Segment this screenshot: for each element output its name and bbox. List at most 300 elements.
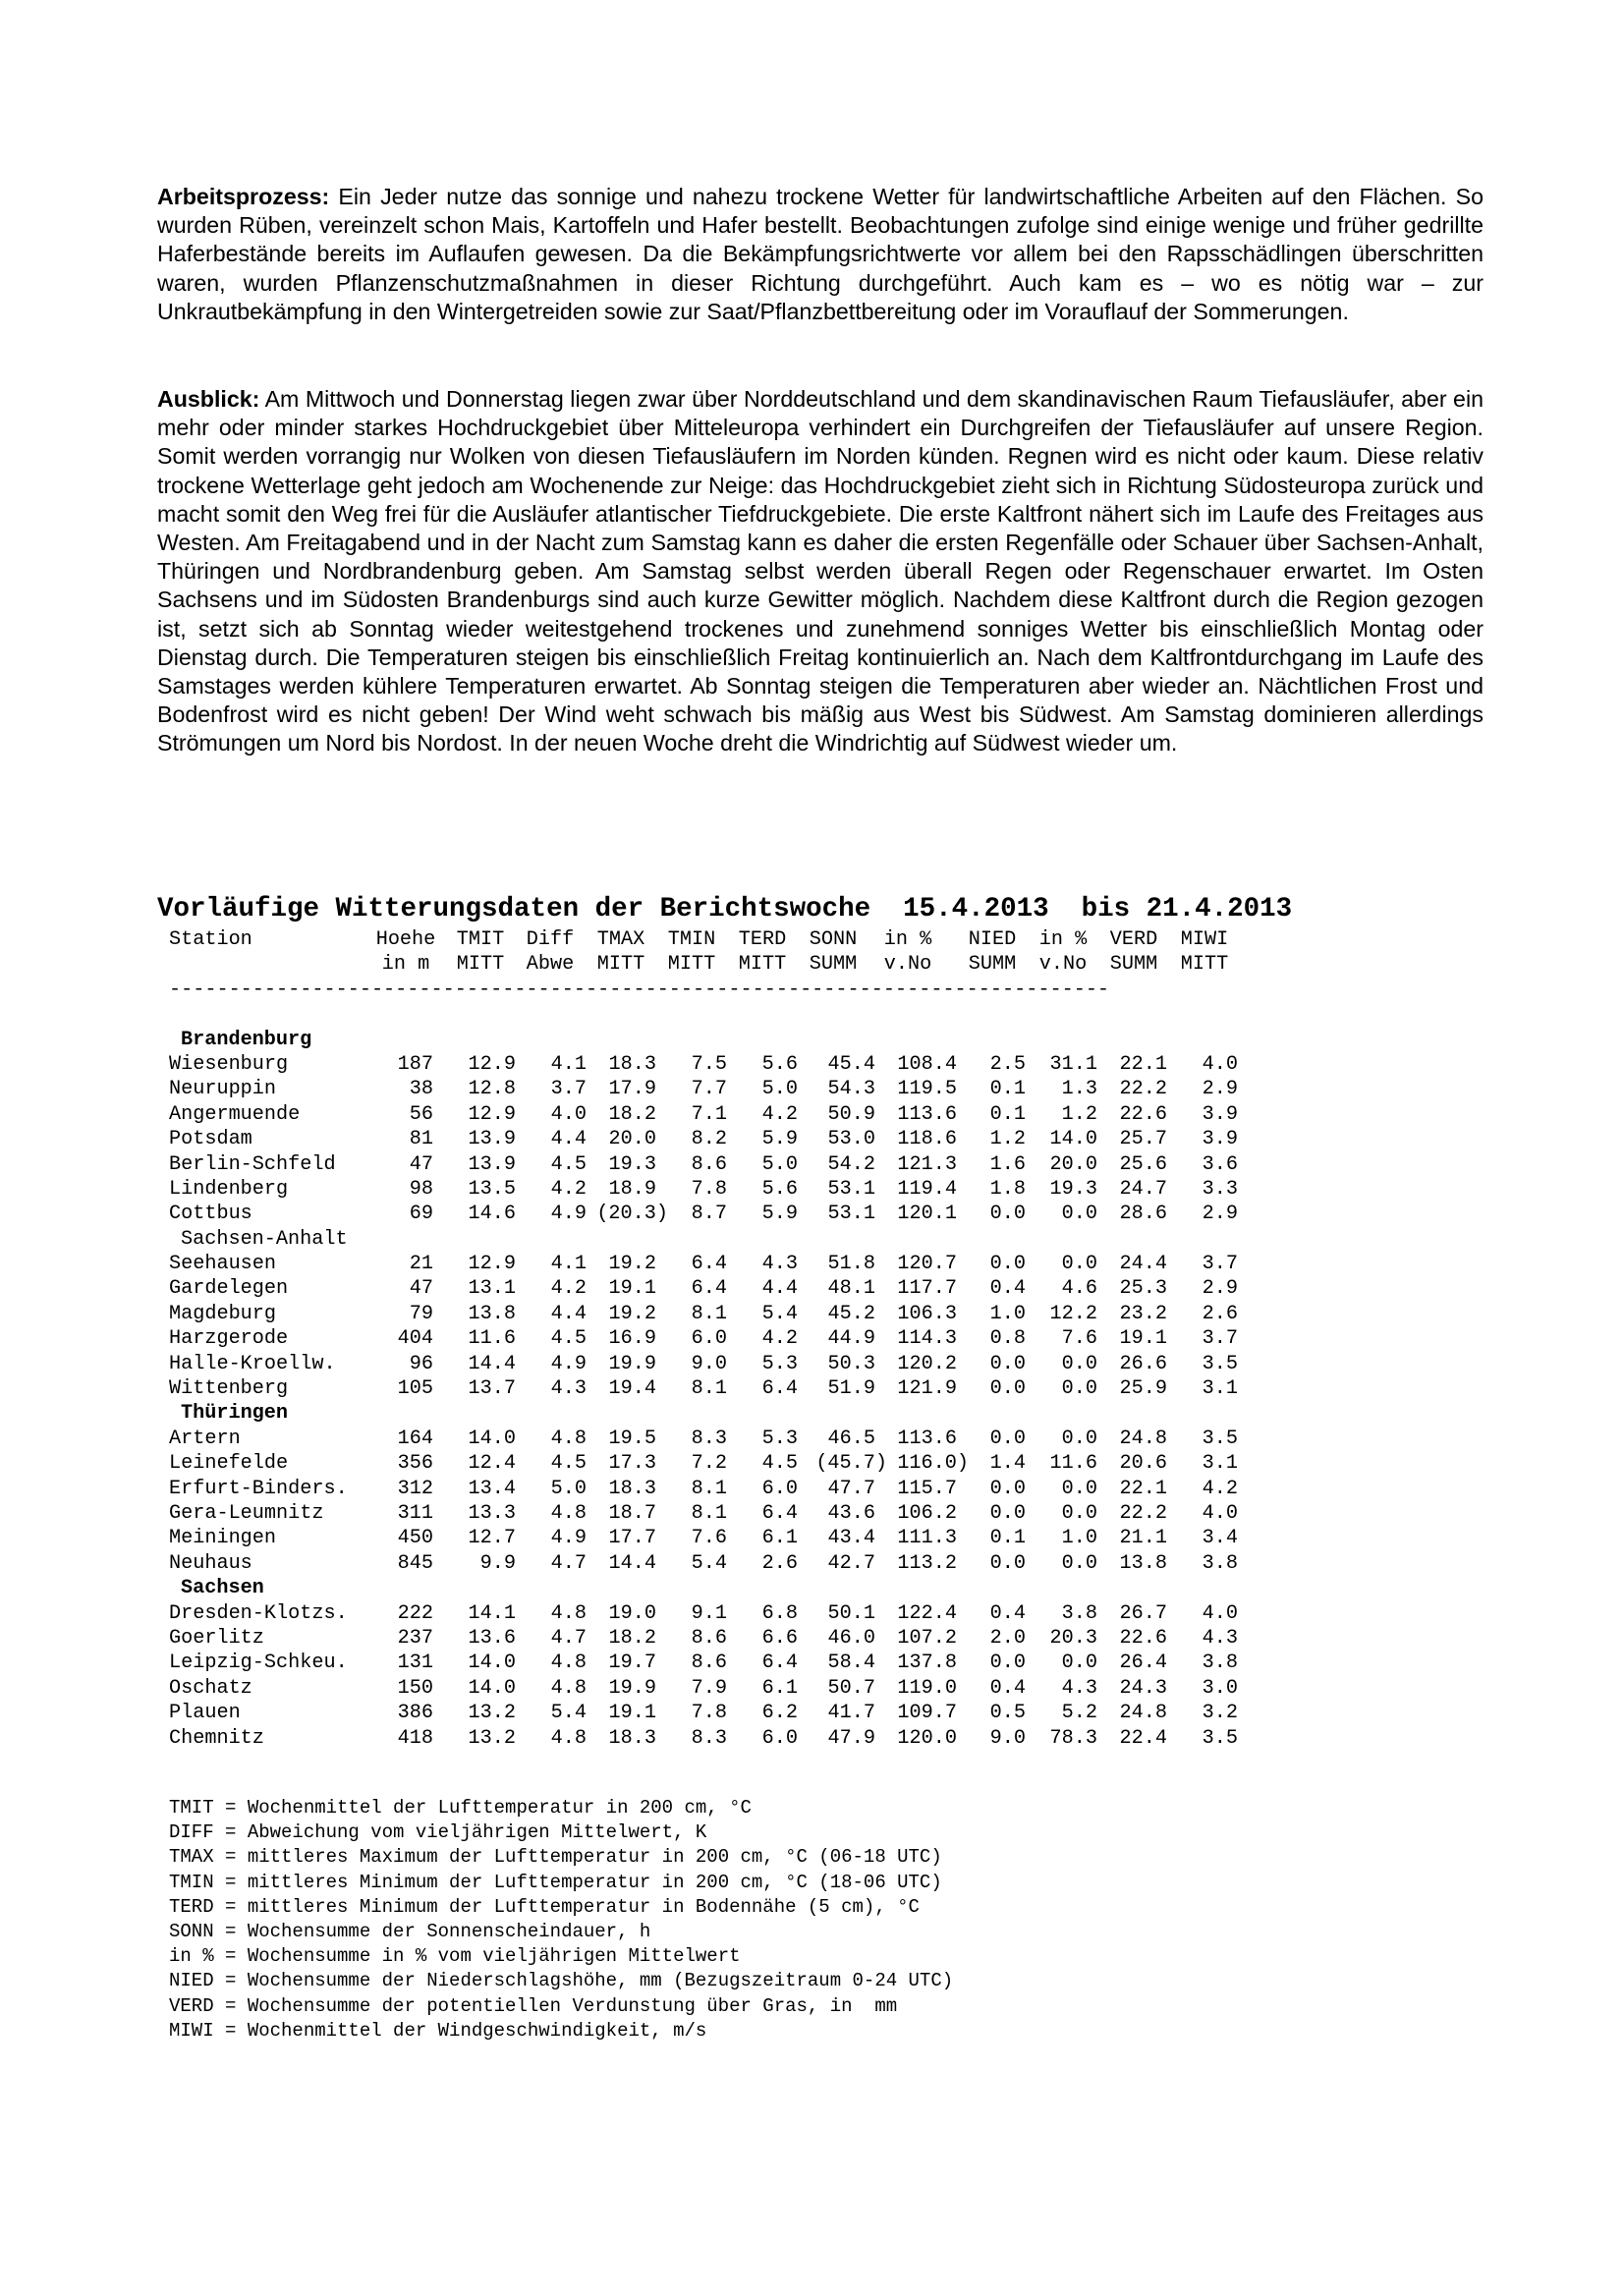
table-cell: 7.1	[691, 1102, 727, 1126]
table-cell: 3.7	[1202, 1327, 1238, 1351]
station-name: Potsdam	[169, 1128, 252, 1151]
table-cell: 3.8	[1202, 1551, 1238, 1575]
table-cell: 6.4	[761, 1377, 798, 1401]
table-cell: 11.6	[468, 1327, 516, 1351]
table-cell: 4.5	[550, 1327, 587, 1351]
table-cell: 45.2	[827, 1302, 875, 1325]
table-row	[169, 1376, 1269, 1401]
table-cell: 12.8	[468, 1078, 516, 1101]
table-cell: 150	[397, 1676, 433, 1700]
table-cell: 25.9	[1119, 1377, 1167, 1401]
station-name: Berlin-Schfeld	[169, 1152, 336, 1176]
legend-line: NIED = Wochensumme der Niederschlagshöhe, mm (Bezugszeitraum 0-24 UTC)	[169, 1970, 954, 1992]
table-cell: 0.0	[1061, 1477, 1097, 1500]
table-cell: 0.0	[1061, 1377, 1097, 1401]
table-cell: 113.6	[897, 1427, 957, 1450]
table-cell: 11.6	[1049, 1452, 1097, 1476]
station-name: Wittenberg	[169, 1377, 289, 1401]
table-cell: 58.4	[827, 1652, 875, 1675]
station-name: Gardelegen	[169, 1277, 289, 1301]
table-cell: 4.5	[761, 1452, 798, 1476]
table-cell: 4.3	[1061, 1676, 1097, 1700]
table-cell: 187	[397, 1052, 433, 1076]
table-cell: 0.0	[989, 1551, 1026, 1575]
column-header: in %	[1038, 928, 1088, 951]
table-cell: 24.3	[1119, 1676, 1167, 1700]
table-cell: 20.0	[608, 1128, 656, 1151]
table-cell: 20.3	[1049, 1626, 1097, 1650]
table-cell: 0.0	[989, 1352, 1026, 1375]
table-cell: 3.9	[1202, 1128, 1238, 1151]
table-cell: 4.0	[1202, 1052, 1238, 1076]
table-cell: 114.3	[897, 1327, 957, 1351]
column-header: TMIT	[456, 928, 505, 951]
column-header: VERD	[1109, 928, 1158, 951]
table-cell: 56	[409, 1102, 433, 1126]
table-cell: 845	[397, 1551, 433, 1575]
table-cell: 24.4	[1119, 1253, 1167, 1276]
table-cell: 3.7	[550, 1078, 587, 1101]
table-cell: 50.3	[827, 1352, 875, 1375]
table-cell: 7.7	[691, 1078, 727, 1101]
column-header: MITT	[1180, 953, 1229, 977]
table-cell: 0.4	[989, 1601, 1026, 1625]
table-cell: 13.8	[468, 1302, 516, 1325]
table-cell: 4.2	[761, 1327, 798, 1351]
table-cell: 19.2	[608, 1302, 656, 1325]
table-cell: 12.9	[468, 1102, 516, 1126]
column-header: MITT	[596, 953, 645, 977]
table-row	[169, 1526, 1269, 1550]
table-cell: 4.2	[1202, 1477, 1238, 1500]
table-cell: 47	[409, 1277, 433, 1301]
table-cell: 19.2	[608, 1253, 656, 1276]
table-cell: 4.8	[550, 1427, 587, 1450]
column-header: TMAX	[596, 928, 645, 951]
column-header: TERD	[738, 928, 787, 951]
station-name: Artern	[169, 1427, 241, 1450]
table-cell: 5.2	[1061, 1702, 1097, 1725]
table-cell: 106.2	[897, 1501, 957, 1525]
table-cell: 43.6	[827, 1501, 875, 1525]
legend-line: DIFF = Abweichung vom vieljährigen Mittelwert, K	[169, 1821, 707, 1844]
legend-line: SONN = Wochensumme der Sonnenscheindauer, h	[169, 1921, 651, 1943]
table-cell: 13.7	[468, 1377, 516, 1401]
table-cell: 237	[397, 1626, 433, 1650]
weather-table	[169, 927, 1269, 1751]
table-cell: 121.3	[897, 1152, 957, 1176]
table-cell: 12.9	[468, 1253, 516, 1276]
table-cell: 8.6	[691, 1626, 727, 1650]
table-cell: 6.1	[761, 1527, 798, 1550]
region-label: Sachsen-Anhalt	[181, 1227, 348, 1251]
table-cell: 22.1	[1119, 1052, 1167, 1076]
column-header: SUMM	[809, 953, 858, 977]
table-cell: 5.0	[761, 1152, 798, 1176]
station-name: Dresden-Klotzs.	[169, 1601, 348, 1625]
table-cell: 12.9	[468, 1052, 516, 1076]
table-row	[169, 1302, 1269, 1326]
table-cell: 0.1	[989, 1527, 1026, 1550]
table-cell: 4.2	[761, 1102, 798, 1126]
table-cell: 2.9	[1202, 1203, 1238, 1226]
table-cell: 2.0	[989, 1626, 1026, 1650]
legend-line: VERD = Wochensumme der potentiellen Verdunstung über Gras, in mm	[169, 1994, 898, 2017]
table-cell: 0.4	[989, 1277, 1026, 1301]
table-row	[169, 1252, 1269, 1276]
table-cell: 120.0	[897, 1726, 957, 1750]
table-cell: 4.5	[550, 1152, 587, 1176]
table-cell: 0.0	[1061, 1203, 1097, 1226]
table-cell: 108.4	[897, 1052, 957, 1076]
column-header: in m	[381, 953, 430, 977]
table-cell: 7.8	[691, 1177, 727, 1201]
table-cell: 25.7	[1119, 1128, 1167, 1151]
table-cell: 4.9	[550, 1203, 587, 1226]
column-header: MITT	[456, 953, 505, 977]
table-cell: 8.1	[691, 1501, 727, 1525]
column-header: MIWI	[1180, 928, 1229, 951]
table-cell: 13.8	[1119, 1551, 1167, 1575]
table-cell: 4.1	[550, 1253, 587, 1276]
table-cell: 13.1	[468, 1277, 516, 1301]
station-name: Harzgerode	[169, 1327, 289, 1351]
table-row	[169, 1152, 1269, 1177]
table-cell: 6.4	[761, 1652, 798, 1675]
table-row	[169, 1477, 1269, 1501]
table-cell: 98	[409, 1177, 433, 1201]
table-cell: 18.7	[608, 1501, 656, 1525]
station-name: Leipzig-Schkeu.	[169, 1652, 348, 1675]
table-cell: 78.3	[1049, 1726, 1097, 1750]
table-cell: 17.9	[608, 1078, 656, 1101]
table-cell: 18.9	[608, 1177, 656, 1201]
table-cell: 3.1	[1202, 1377, 1238, 1401]
table-cell: 43.4	[827, 1527, 875, 1550]
table-cell: 118.6	[897, 1128, 957, 1151]
table-cell: 105	[397, 1377, 433, 1401]
table-cell: 18.2	[608, 1102, 656, 1126]
table-cell: 0.4	[989, 1676, 1026, 1700]
table-cell: 6.8	[761, 1601, 798, 1625]
table-cell: 14.4	[608, 1551, 656, 1575]
table-cell: 19.1	[1119, 1327, 1167, 1351]
station-name: Magdeburg	[169, 1302, 277, 1325]
table-cell: 6.6	[761, 1626, 798, 1650]
table-cell: 18.3	[608, 1726, 656, 1750]
table-cell: 5.4	[550, 1702, 587, 1725]
table-cell: 115.7	[897, 1477, 957, 1500]
table-cell: 14.6	[468, 1203, 516, 1226]
table-cell: 26.4	[1119, 1652, 1167, 1675]
table-cell: 22.4	[1119, 1726, 1167, 1750]
table-cell: 2.6	[1202, 1302, 1238, 1325]
legend-line: TMIN = mittleres Minimum der Lufttemperatur in 200 cm, °C (18-06 UTC)	[169, 1871, 942, 1893]
table-cell: 4.8	[550, 1652, 587, 1675]
table-cell: 22.1	[1119, 1477, 1167, 1500]
table-cell: 0.5	[989, 1702, 1026, 1725]
table-cell: 8.1	[691, 1477, 727, 1500]
table-cell: 4.8	[550, 1726, 587, 1750]
table-cell: 19.3	[1049, 1177, 1097, 1201]
table-cell: 25.6	[1119, 1152, 1167, 1176]
table-cell: 3.6	[1202, 1152, 1238, 1176]
table-cell: 311	[397, 1501, 433, 1525]
table-row	[169, 1501, 1269, 1526]
table-cell: 3.8	[1061, 1601, 1097, 1625]
table-cell: 3.5	[1202, 1427, 1238, 1450]
region-row	[169, 1576, 1269, 1600]
table-cell: 2.6	[761, 1551, 798, 1575]
table-cell: 47.7	[827, 1477, 875, 1500]
table-cell: 5.0	[761, 1078, 798, 1101]
paragraph-lead: Arbeitsprozess:	[157, 184, 330, 209]
region-row	[169, 1401, 1269, 1426]
table-row	[169, 1726, 1269, 1751]
table-cell: 23.2	[1119, 1302, 1167, 1325]
table-cell: 14.1	[468, 1601, 516, 1625]
table-cell: 12.4	[468, 1452, 516, 1476]
station-name: Halle-Kroellw.	[169, 1352, 336, 1375]
table-cell: 50.9	[827, 1102, 875, 1126]
table-cell: 19.7	[608, 1652, 656, 1675]
table-cell: 14.0	[468, 1652, 516, 1675]
column-header: in %	[883, 928, 932, 951]
table-cell: 0.0	[1061, 1652, 1097, 1675]
table-cell: 96	[409, 1352, 433, 1375]
station-name: Neuruppin	[169, 1078, 277, 1101]
table-cell: 1.3	[1061, 1078, 1097, 1101]
table-title: Vorläufige Witterungsdaten der Berichtswoche 15.4.2013 bis 21.4.2013	[157, 894, 1293, 924]
table-cell: 13.9	[468, 1128, 516, 1151]
table-cell: 19.5	[608, 1427, 656, 1450]
table-cell: 38	[409, 1078, 433, 1101]
table-separator	[169, 978, 1269, 1002]
table-cell: 4.5	[550, 1452, 587, 1476]
region-row	[169, 1028, 1269, 1052]
table-row	[169, 1127, 1269, 1151]
station-name: Leinefelde	[169, 1452, 289, 1476]
table-cell: 4.6	[1061, 1277, 1097, 1301]
table-row	[169, 1202, 1269, 1226]
table-cell: 48.1	[827, 1277, 875, 1301]
table-cell: 4.0	[1202, 1501, 1238, 1525]
table-cell: 13.2	[468, 1726, 516, 1750]
table-cell: 7.6	[691, 1527, 727, 1550]
table-cell: 0.8	[989, 1327, 1026, 1351]
table-cell: 4.9	[550, 1352, 587, 1375]
table-cell: 18.2	[608, 1626, 656, 1650]
table-cell: 19.3	[608, 1152, 656, 1176]
table-cell: 0.0	[989, 1477, 1026, 1500]
table-cell: 7.6	[1061, 1327, 1097, 1351]
table-cell: 31.1	[1049, 1052, 1097, 1076]
table-cell: 13.6	[468, 1626, 516, 1650]
column-header: Abwe	[526, 953, 575, 977]
table-cell: 41.7	[827, 1702, 875, 1725]
table-cell: 119.0	[897, 1676, 957, 1700]
table-cell: 312	[397, 1477, 433, 1500]
paragraph-text: Am Mittwoch und Donnerstag liegen zwar über Norddeutschland und dem skandinavischen Raum Tiefausläufer, aber ein mehr oder minder starkes Hochdruckgebiet über Mitteleuropa verhindert ein Durchgreifen der Tiefausläufer auf unsere Region. Somit werden vorrangig nur Wolken von diesen Tiefausläufern im Norden künden. Regnen wird es nicht oder kaum. Diese relativ trockene Wetterlage geht jedoch am Wochenende zur Neige: das Hochdruckgebiet zieht sich in Richtung Südosteuropa zurück und macht somit den Weg frei für die Ausläufer atlantischer Tiefdruckgebiete. Die erste Kaltfront nähert sich im Laufe des Freitages aus Westen. Am Freitagabend und in der Nacht zum Samstag kann es daher die ersten Regenfälle oder Schauer über Sachsen-Anhalt, Thüringen und Nordbrandenburg geben. Am Samstag selbst werden überall Regen oder Regenschauer erwartet. Im Osten Sachsens und im Südosten Brandenburgs sind auch kurze Gewitter möglich. Nachdem diese Kaltfront durch die Region gezogen ist, setzt sich ab Sonntag wieder weitestgehend trockenes und zunehmend sonniges Wetter bis einschließlich Montag oder Dienstag durch. Die Temperaturen steigen bis einschließlich Freitag kontinuierlich an. Nach dem Kaltfrontdurchgang im Laufe des Samstages werden kühlere Temperaturen erwartet. Ab Sonntag steigen die Temperaturen aber wieder an. Nächtlichen Frost und Bodenfrost wird es nicht geben! Der Wind weht schwach bis mäßig aus West bis Südwest. Am Samstag dominieren allerdings Strömungen um Nord bis Nordost. In der neuen Woche dreht die Windrichtig auf Südwest wieder um.	[157, 386, 1484, 756]
table-cell: 1.0	[989, 1302, 1026, 1325]
table-cell: 25.3	[1119, 1277, 1167, 1301]
table-row	[169, 1177, 1269, 1202]
table-cell: 19.4	[608, 1377, 656, 1401]
table-cell: 8.1	[691, 1377, 727, 1401]
table-cell: 1.8	[989, 1177, 1026, 1201]
table-cell: 5.4	[761, 1302, 798, 1325]
table-cell: 51.8	[827, 1253, 875, 1276]
station-name: Seehausen	[169, 1253, 277, 1276]
paragraph-ausblick	[157, 385, 1484, 758]
table-row	[169, 1651, 1269, 1675]
table-cell: 4.4	[550, 1302, 587, 1325]
table-row	[169, 1276, 1269, 1301]
table-cell: 19.9	[608, 1676, 656, 1700]
table-cell: 4.8	[550, 1601, 587, 1625]
table-cell: 8.3	[691, 1427, 727, 1450]
table-cell: 8.6	[691, 1652, 727, 1675]
table-cell: 356	[397, 1452, 433, 1476]
table-cell: 44.9	[827, 1327, 875, 1351]
table-cell: 1.2	[1061, 1102, 1097, 1126]
table-cell: 164	[397, 1427, 433, 1450]
station-name: Chemnitz	[169, 1726, 264, 1750]
column-header: MITT	[738, 953, 787, 977]
table-cell: 107.2	[897, 1626, 957, 1650]
station-name: Cottbus	[169, 1203, 252, 1226]
table-cell: 418	[397, 1726, 433, 1750]
column-header: MITT	[667, 953, 716, 977]
table-cell: 111.3	[897, 1527, 957, 1550]
table-cell: (45.7)	[815, 1452, 887, 1476]
table-cell: 46.5	[827, 1427, 875, 1450]
table-cell: (20.3)	[596, 1203, 668, 1226]
table-cell: 4.4	[761, 1277, 798, 1301]
table-cell: 9.1	[691, 1601, 727, 1625]
table-spacer	[169, 1002, 1269, 1027]
table-cell: 7.8	[691, 1702, 727, 1725]
table-row	[169, 1326, 1269, 1351]
table-cell: 3.0	[1202, 1676, 1238, 1700]
column-header: SUMM	[1109, 953, 1158, 977]
table-cell: 5.0	[550, 1477, 587, 1500]
table-cell: 119.4	[897, 1177, 957, 1201]
table-row	[169, 1102, 1269, 1127]
table-cell: 22.6	[1119, 1102, 1167, 1126]
table-cell: 4.0	[1202, 1601, 1238, 1625]
table-cell: 117.7	[897, 1277, 957, 1301]
table-header-row	[169, 952, 1269, 977]
table-cell: 24.8	[1119, 1427, 1167, 1450]
table-cell: 4.7	[550, 1626, 587, 1650]
table-cell: 13.5	[468, 1177, 516, 1201]
table-cell: 5.3	[761, 1427, 798, 1450]
table-cell: 13.4	[468, 1477, 516, 1500]
table-cell: 50.7	[827, 1676, 875, 1700]
table-cell: 4.0	[550, 1102, 587, 1126]
table-cell: 4.3	[550, 1377, 587, 1401]
table-cell: 2.5	[989, 1052, 1026, 1076]
table-cell: 1.0	[1061, 1527, 1097, 1550]
table-cell: 18.3	[608, 1477, 656, 1500]
column-header: TMIN	[667, 928, 716, 951]
table-cell: 1.4	[989, 1452, 1026, 1476]
table-cell: 0.0	[1061, 1253, 1097, 1276]
table-cell: 22.2	[1119, 1501, 1167, 1525]
table-cell: 386	[397, 1702, 433, 1725]
table-cell: 3.7	[1202, 1253, 1238, 1276]
table-cell: 42.7	[827, 1551, 875, 1575]
table-row	[169, 1676, 1269, 1701]
station-name: Angermuende	[169, 1102, 301, 1126]
table-cell: 6.0	[691, 1327, 727, 1351]
table-cell: 0.0	[989, 1377, 1026, 1401]
table-cell: 0.0	[989, 1427, 1026, 1450]
table-cell: 4.8	[550, 1676, 587, 1700]
table-row	[169, 1551, 1269, 1576]
table-cell: 4.7	[550, 1551, 587, 1575]
table-cell: 18.3	[608, 1052, 656, 1076]
table-row	[169, 1701, 1269, 1725]
table-cell: 21	[409, 1253, 433, 1276]
table-cell: 45.4	[827, 1052, 875, 1076]
paragraph-lead: Ausblick:	[157, 386, 260, 412]
table-cell: 6.0	[761, 1477, 798, 1500]
table-cell: 0.0	[989, 1253, 1026, 1276]
legend-line: TMAX = mittleres Maximum der Lufttemperatur in 200 cm, °C (06-18 UTC)	[169, 1846, 942, 1869]
table-cell: 450	[397, 1527, 433, 1550]
table-cell: 0.1	[989, 1102, 1026, 1126]
table-cell: 54.2	[827, 1152, 875, 1176]
table-cell: 0.1	[989, 1078, 1026, 1101]
region-row	[169, 1227, 1269, 1252]
table-header-row	[169, 927, 1269, 952]
table-cell: 109.7	[897, 1702, 957, 1725]
table-cell: 4.9	[550, 1527, 587, 1550]
column-header: NIED	[968, 928, 1017, 951]
table-cell: 106.3	[897, 1302, 957, 1325]
legend-line: MIWI = Wochenmittel der Windgeschwindigkeit, m/s	[169, 2019, 707, 2042]
table-cell: 81	[409, 1128, 433, 1151]
table-cell: 5.6	[761, 1052, 798, 1076]
table-cell: 0.0	[1061, 1551, 1097, 1575]
table-cell: 12.7	[468, 1527, 516, 1550]
table-cell: 12.2	[1049, 1302, 1097, 1325]
legend-line: TERD = mittleres Minimum der Lufttemperatur in Bodennähe (5 cm), °C	[169, 1895, 920, 1918]
table-cell: 2.9	[1202, 1078, 1238, 1101]
table-cell: 6.2	[761, 1702, 798, 1725]
table-cell: 8.3	[691, 1726, 727, 1750]
table-cell: 8.6	[691, 1152, 727, 1176]
table-cell: 116.0)	[897, 1452, 969, 1476]
table-cell: 120.1	[897, 1203, 957, 1226]
station-name: Gera-Leumnitz	[169, 1501, 324, 1525]
table-cell: 3.8	[1202, 1652, 1238, 1675]
table-cell: 14.0	[468, 1676, 516, 1700]
table-cell: 19.1	[608, 1277, 656, 1301]
table-cell: 21.1	[1119, 1527, 1167, 1550]
table-cell: 5.9	[761, 1203, 798, 1226]
table-cell: 4.8	[550, 1501, 587, 1525]
table-cell: 122.4	[897, 1601, 957, 1625]
table-cell: 53.1	[827, 1203, 875, 1226]
table-cell: 4.4	[550, 1128, 587, 1151]
table-cell: 113.6	[897, 1102, 957, 1126]
table-cell: 22.2	[1119, 1078, 1167, 1101]
column-header: SONN	[809, 928, 858, 951]
table-cell: 14.0	[1049, 1128, 1097, 1151]
